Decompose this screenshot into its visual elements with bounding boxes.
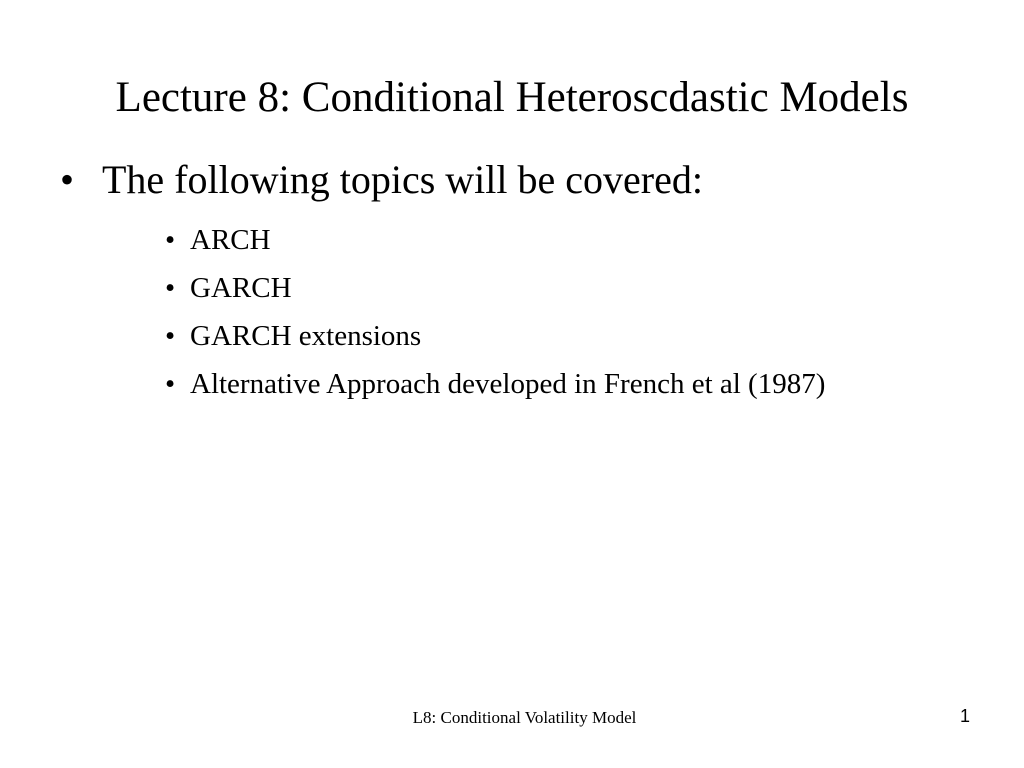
- bullet-marker: •: [60, 157, 75, 202]
- topic-text: GARCH extensions: [190, 320, 422, 352]
- topic-text: Alternative Approach developed in French et al (1987): [190, 368, 826, 400]
- bullet-marker: •: [165, 320, 176, 352]
- slide-title: Lecture 8: Conditional Heteroscdastic Models: [115, 74, 909, 121]
- topic-item-alternative-approach: [165, 360, 825, 408]
- topic-text: GARCH: [190, 272, 292, 304]
- topic-item-garch-extensions: [165, 312, 825, 360]
- main-bullet-text: The following topics will be covered:: [102, 157, 703, 202]
- topic-text: ARCH: [190, 224, 271, 256]
- bullet-marker: •: [165, 368, 176, 400]
- bullet-marker: •: [165, 272, 176, 304]
- main-bullet-point: [60, 154, 703, 206]
- topic-item-arch: [165, 216, 825, 264]
- bullet-marker: •: [165, 224, 176, 256]
- slide-footer: L8: Conditional Volatility Model: [412, 708, 637, 727]
- page-number: 1: [959, 706, 970, 726]
- topic-item-garch: [165, 264, 825, 312]
- topic-list: [165, 216, 825, 408]
